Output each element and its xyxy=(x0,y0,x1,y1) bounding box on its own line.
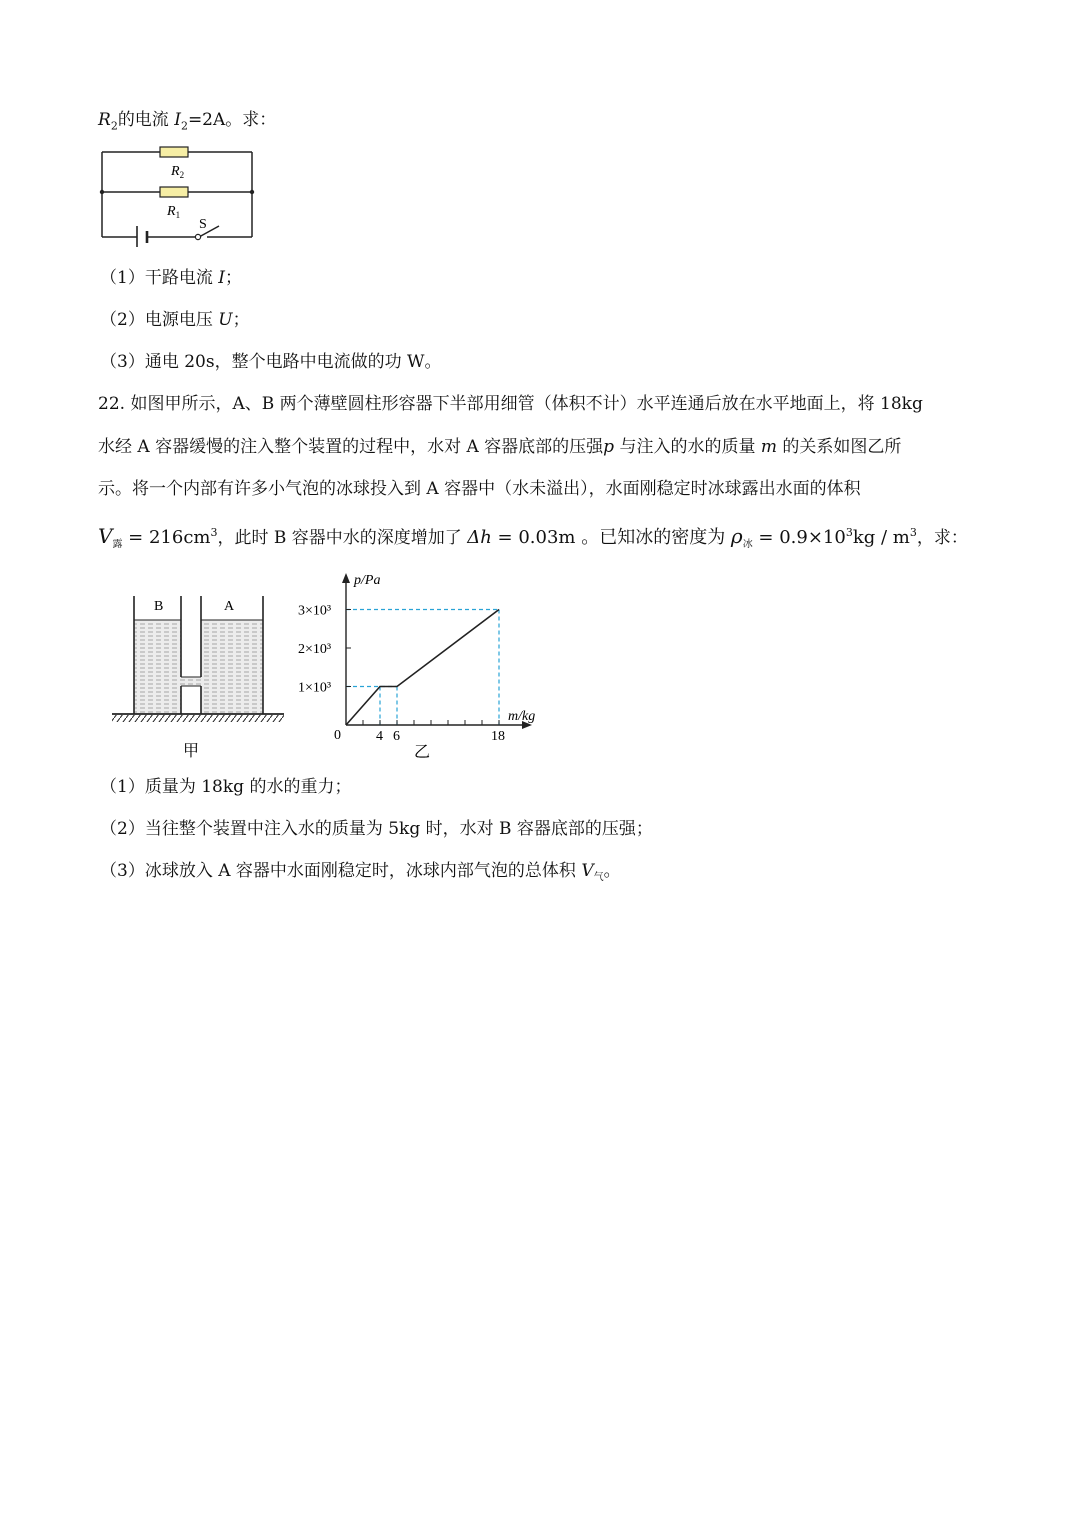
resistor-r1 xyxy=(160,187,188,197)
q22-volume-value: = 216cm xyxy=(122,527,211,548)
q21-part-3-text: 通电 20s，整个电路中电流做的功 W。 xyxy=(144,352,442,372)
x-tick-label: 6 xyxy=(393,729,400,744)
q21-part-2-num: （2） xyxy=(100,310,145,330)
q22-part-3-text: 冰球放入 A 容器中水面刚稳定时，冰球内部气泡的总体积 xyxy=(144,861,582,881)
q22-part-1 xyxy=(100,775,351,799)
water-b xyxy=(134,620,181,714)
q22-density-unit: kg / m xyxy=(852,527,910,548)
y-tick-label: 1×10³ xyxy=(298,680,332,696)
y-tick-label: 2×10³ xyxy=(298,642,332,657)
q22-var-rho: ρ xyxy=(730,524,743,548)
figure-yi-caption: 乙 xyxy=(414,742,431,761)
q22-var-m: m xyxy=(760,437,777,457)
x-axis-label: m/kg xyxy=(508,709,536,724)
q22-volume-exp: 3 xyxy=(210,526,218,539)
r2-symbol: R xyxy=(98,110,111,130)
containers-figure xyxy=(108,590,290,765)
q22-part-3 xyxy=(100,859,621,890)
pressure-mass-chart xyxy=(290,565,560,765)
switch-label: S xyxy=(199,217,207,232)
origin-label: 0 xyxy=(334,728,341,743)
q22-line-4 xyxy=(98,524,968,557)
container-b-label: B xyxy=(154,599,164,614)
q22-line-4f: ，求： xyxy=(916,528,968,548)
resistor-r2 xyxy=(160,147,188,157)
connecting-tube xyxy=(181,677,201,686)
q21-part-1-num: （1） xyxy=(100,268,145,288)
q22-line-2 xyxy=(98,435,901,459)
q21-part-3-num: （3） xyxy=(100,352,145,372)
q22-line-1-text: 如图甲所示，A、B 两个薄壁圆柱形容器下半部用细管（体积不计）水平连通后放在水平地面上，将 18kg xyxy=(130,394,923,414)
q22-part-2-num: （2） xyxy=(100,819,145,839)
q22-line-3-text: 示。将一个内部有许多小气泡的冰球投入到 A 容器中（水未溢出），水面刚稳定时冰球露出水面的体积 xyxy=(98,479,861,499)
q22-var-dh: Δh xyxy=(467,527,492,548)
r2-subscript: 2 xyxy=(110,119,118,133)
intro-line xyxy=(98,108,276,132)
q22-part-2-text: 当往整个装置中注入水的质量为 5kg 时，水对 B 容器底部的压强； xyxy=(144,819,653,839)
q22-part-3-num: （3） xyxy=(100,861,145,881)
q22-density-exp: 3 xyxy=(845,526,853,539)
water-a xyxy=(201,620,263,714)
y-axis-label: p/Pa xyxy=(354,573,381,588)
junction-dot-left xyxy=(100,190,104,194)
q22-density-unit-exp: 3 xyxy=(909,526,917,539)
r1-label: $R_1$ xyxy=(167,204,181,220)
junction-dot-right xyxy=(250,190,254,194)
q22-line-2c: 的关系如图乙所 xyxy=(782,437,902,457)
q22-line-3 xyxy=(98,477,861,501)
q21-part-1-var: I xyxy=(218,268,225,288)
q22-line-4b: ，此时 B 容器中水的深度增加了 xyxy=(217,528,468,548)
q22-line-4c: = 0.03m 。已知冰的密度为 xyxy=(491,527,731,548)
switch-contact xyxy=(195,234,200,239)
q21-part-1 xyxy=(100,266,242,290)
q22-number: 22. xyxy=(98,394,126,414)
figure-jia-caption: 甲 xyxy=(183,741,200,760)
ground-hatch xyxy=(112,715,284,722)
q22-line-2b: 与注入的水的质量 xyxy=(619,437,756,457)
q22-part-1-num: （1） xyxy=(100,777,145,797)
r2-label: $R_2$ xyxy=(171,164,185,180)
q22-line-1 xyxy=(98,392,923,416)
q22-part-2 xyxy=(100,817,653,841)
q21-part-2 xyxy=(100,308,250,332)
x-tick-label: 18 xyxy=(491,729,505,744)
q22-var-rho-sub: 冰 xyxy=(742,539,753,550)
circuit-diagram xyxy=(95,142,260,247)
q21-part-2-end: ； xyxy=(232,310,250,330)
q22-part-3-var: V xyxy=(581,861,594,881)
q22-line-2a: 水经 A 容器缓慢的注入整个装置的过程中，水对 A 容器底部的压强 xyxy=(98,437,604,457)
q21-part-1-end: ； xyxy=(224,268,242,288)
container-a-label: A xyxy=(224,599,235,614)
i2-symbol: I xyxy=(174,110,181,130)
i2-subscript: 2 xyxy=(180,119,188,133)
q21-part-2-text: 电源电压 xyxy=(144,310,213,330)
q21-part-1-text: 干路电流 xyxy=(144,268,213,288)
q22-part-3-var-sub: 气 xyxy=(593,872,604,883)
q22-density-value: = 0.9×10 xyxy=(752,527,846,548)
q21-part-2-var: U xyxy=(218,310,233,330)
y-axis-arrow xyxy=(342,573,350,583)
q22-part-1-text: 质量为 18kg 的水的重力； xyxy=(144,777,352,797)
x-tick-label: 4 xyxy=(376,729,383,744)
intro-text-b: =2A。求： xyxy=(187,110,277,130)
intro-text-a: 的电流 xyxy=(117,110,169,130)
pressure-series-line xyxy=(346,610,499,726)
q21-part-3 xyxy=(100,350,441,374)
q22-var-v-lu-sub: 露 xyxy=(112,539,123,550)
q22-part-3-end: 。 xyxy=(603,861,621,881)
y-tick-label: 3×10³ xyxy=(298,603,332,619)
q22-var-p: p xyxy=(603,437,615,457)
q22-var-v-lu: V xyxy=(98,524,113,548)
